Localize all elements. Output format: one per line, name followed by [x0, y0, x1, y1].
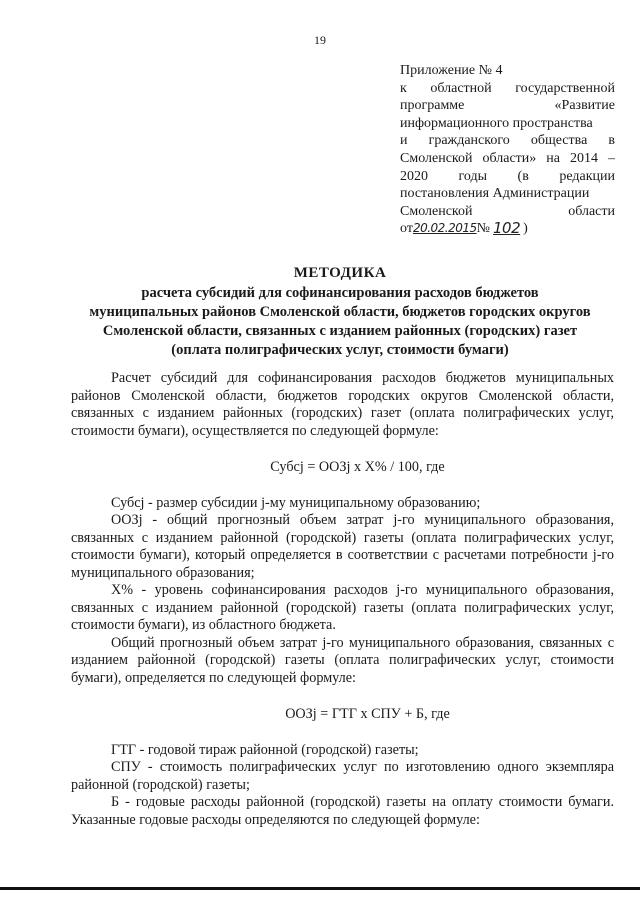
title-line: (оплата полиграфических услуг, стоимости бумаги)	[171, 342, 509, 358]
appendix-line: Смоленской области	[400, 203, 615, 219]
definition-subs: Субсj - размер субсидии j-му муниципальному образованию;	[111, 494, 481, 511]
definition-spu: СПУ - стоимость полиграфических услуг по изготовлению одного экземпляра районной (городской) газеты;	[71, 759, 614, 793]
definition-x: X% - уровень софинансирования расходов j-го муниципального образования, связанных с изданием районной (городской) газеты (оплата полиграфических услуг, стоимости бумаги), из областного бюджета.	[71, 582, 614, 633]
document-title: МЕТОДИКА	[293, 265, 387, 281]
appendix-line: и гражданского общества в	[400, 133, 615, 149]
formula-ooz: ООЗj = ГТГ x СПУ + Б, где	[285, 706, 450, 722]
appendix-line: программе «Развитие	[400, 98, 615, 114]
handwritten-date: 20.02.2015	[412, 221, 477, 236]
scan-bottom-edge	[0, 887, 640, 890]
handwritten-number: 102	[493, 219, 521, 238]
title-line: расчета субсидий для софинансирования расходов бюджетов	[141, 285, 539, 301]
sign-prefix: от	[400, 221, 413, 237]
intro-paragraph: Расчет субсидий для софинансирования расходов бюджетов муниципальных районов Смоленской области, бюджетов городских округов Смоленской области, связанных с изданием районных (городских) газет (оплата полиграфических услуг, стоимости бумаги), осуществляется по следующей формуле:	[71, 370, 614, 439]
document-title-block	[70, 265, 610, 360]
document-body	[71, 370, 614, 829]
appendix-line: постановления Администрации	[400, 186, 590, 202]
title-line: муниципальных районов Смоленской области, бюджетов городских округов	[89, 304, 591, 320]
appendix-line: 2020 годы (в редакции	[400, 168, 615, 184]
ooz-intro-paragraph: Общий прогнозный объем затрат j-го муниципального образования, связанных с изданием районной (городской) газеты (оплата полиграфических услуг, стоимости бумаги), определяется по следующей формуле:	[71, 634, 614, 686]
page-number: 19	[314, 33, 326, 47]
signature-line	[400, 220, 615, 238]
appendix-line: к областной государственной	[400, 80, 615, 96]
formula-subsidy: Субсj = ООЗj x X% / 100, где	[270, 459, 445, 475]
appendix-line: информационного пространства	[400, 115, 593, 131]
appendix-block	[400, 62, 615, 238]
definition-b: Б - годовые расходы районной (городской) газеты на оплату стоимости бумаги. Указанные годовые расходы определяются по следующей формуле:	[71, 794, 614, 828]
appendix-title: Приложение № 4	[400, 63, 503, 78]
definition-gtg: ГТГ - годовой тираж районной (городской) газеты;	[111, 741, 419, 758]
sign-suffix: )	[523, 221, 528, 237]
sign-number-label: №	[476, 221, 491, 237]
title-line: Смоленской области, связанных с изданием районных (городских) газет	[102, 323, 578, 339]
appendix-line: Смоленской области» на 2014 –	[400, 150, 615, 166]
definition-ooz: ООЗj - общий прогнозный объем затрат j-го муниципального образования, связанных с изданием районной (городской) газеты (оплата полиграфических услуг, стоимости бумаги), который определяется в соответствии с расчетами потребности j-го муниципального образования;	[71, 512, 614, 581]
